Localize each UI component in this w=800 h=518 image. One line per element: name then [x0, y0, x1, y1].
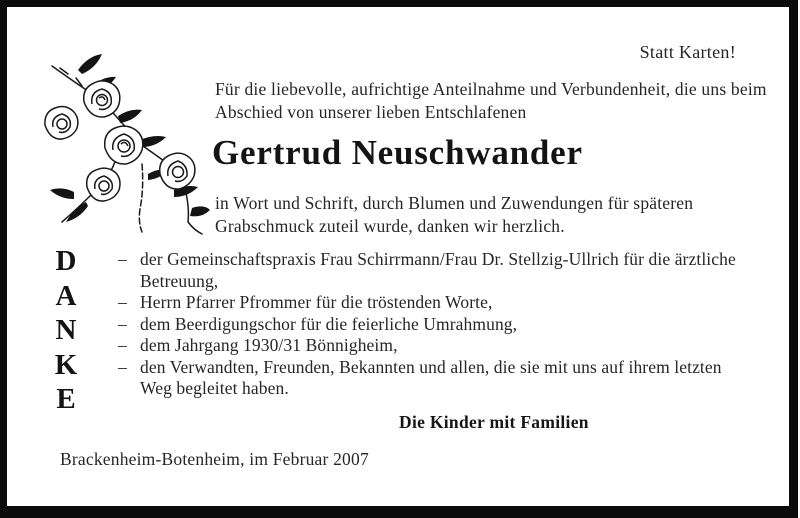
- dash-marker: –: [118, 335, 127, 355]
- danke-letter: A: [55, 279, 77, 312]
- list-item: [118, 357, 738, 400]
- place-date-line: Brackenheim-Botenheim, im Februar 2007: [60, 449, 369, 469]
- list-item-text: den Verwandten, Freunden, Bekannten und allen, die sie mit uns auf ihrem letzten Weg begleitet haben.: [140, 356, 722, 398]
- list-item-text: Herrn Pfarrer Pfrommer für die tröstenden Worte,: [140, 292, 493, 312]
- danke-letter: N: [55, 314, 77, 346]
- signature-line: Die Kinder mit Familien: [399, 412, 589, 432]
- list-item-text: dem Jahrgang 1930/31 Bönnigheim,: [140, 335, 398, 355]
- dash-marker: –: [118, 313, 127, 334]
- list-item: [118, 314, 738, 336]
- roses-decoration-icon: [22, 44, 210, 244]
- list-item: [118, 335, 738, 357]
- deceased-name: Gertrud Neuschwander: [212, 133, 583, 172]
- statt-karten-note: Statt Karten!: [639, 42, 736, 62]
- dash-marker: –: [118, 249, 127, 269]
- danke-letter: E: [56, 383, 76, 415]
- thanks-list: [118, 249, 738, 400]
- dash-marker: –: [118, 292, 127, 312]
- list-item-text: dem Beerdigungschor für die feierliche Umrahmung,: [140, 313, 518, 334]
- danke-letter: K: [54, 348, 78, 381]
- list-item: [118, 292, 738, 314]
- intro-continued-paragraph: in Wort und Schrift, durch Blumen und Zuwendungen für späteren Grabschmuck zuteil wurde, danken wir herzlich.: [215, 193, 694, 236]
- intro-paragraph: Für die liebevolle, aufrichtige Anteilnahme und Verbundenheit, die uns beim Abschied von unserer lieben Entschlafenen: [215, 79, 767, 122]
- list-item: [118, 249, 738, 292]
- danke-letter: D: [55, 245, 77, 277]
- dash-marker: –: [118, 356, 127, 377]
- danke-vertical-text: [48, 244, 84, 417]
- list-item-text: der Gemeinschaftspraxis Frau Schirrmann/Frau Dr. Stellzig-Ullrich für die ärztliche Betreuung,: [140, 249, 736, 291]
